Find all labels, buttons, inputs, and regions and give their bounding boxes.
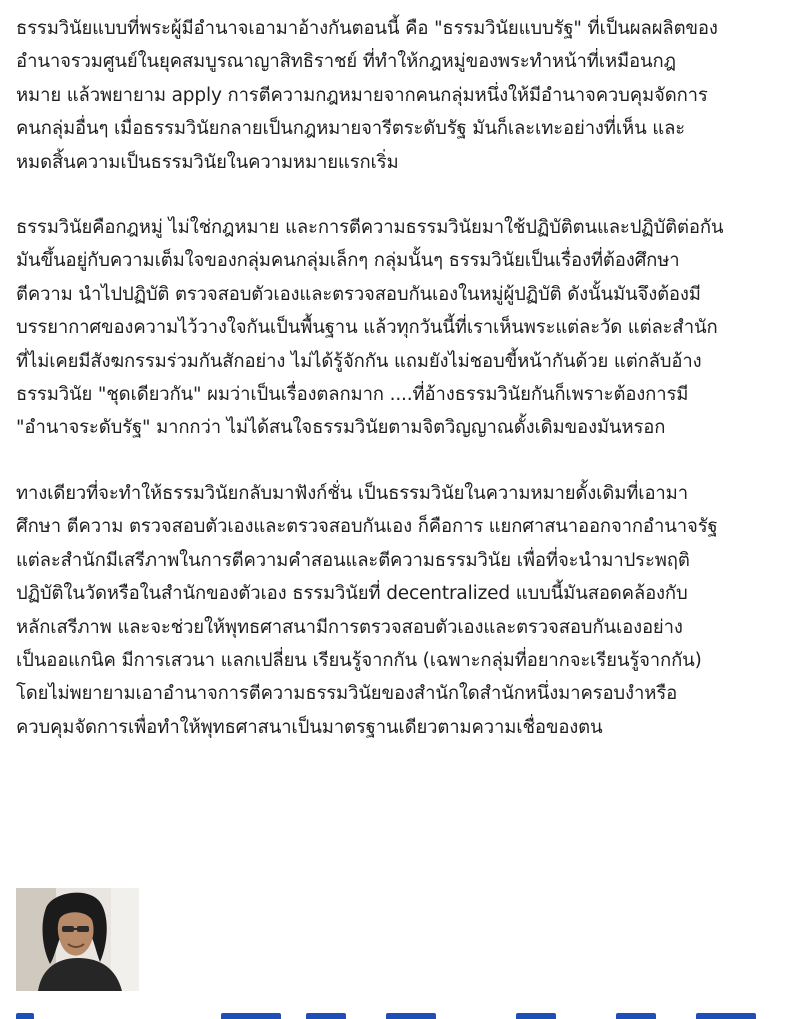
paragraph-line: ทางเดียวที่จะทำให้ธรรมวินัยกลับมาฟังก์ชั่น เป็นธรรมวินัยในความหมายดั้งเดิมที่เอามา	[16, 482, 688, 504]
paragraph-line: ธรรมวินัย "ชุดเดียวกัน" ผมว่าเป็นเรื่องตลกมาก ....ที่อ้างธรรมวินัยกันก็เพราะต้องการมี	[16, 384, 689, 406]
paragraph-line: บรรยากาศของความไว้วางใจกันเป็นพื้นฐาน แล้วทุกวันนี้ที่เราเห็นพระแต่ละวัด แต่ละสำนัก	[16, 317, 718, 339]
paragraph-2	[16, 211, 794, 445]
article-body	[16, 12, 794, 776]
paragraph-line: ศึกษา ตีความ ตรวจสอบตัวเองและตรวจสอบกันเอง ก็คือการ แยกศาสนาออกจากอำนาจรัฐ	[16, 516, 718, 538]
paragraph-line: คนกลุ่มอื่นๆ เมื่อธรรมวินัยกลายเป็นกฎหมายจารีตระดับรัฐ มันก็เละเทะอย่างที่เห็น และ	[16, 118, 686, 140]
paragraph-3	[16, 477, 794, 744]
paragraph-line: หลักเสรีภาพ และจะช่วยให้พุทธศาสนามีการตรวจสอบตัวเองและตรวจสอบกันเองอย่าง	[16, 616, 683, 638]
paragraph-line: หมาย แล้วพยายาม apply การตีความกฎหมายจากคนกลุ่มหนึ่งให้มีอำนาจควบคุมจัดการ	[16, 84, 708, 106]
author-avatar[interactable]	[16, 888, 139, 991]
paragraph-line: อำนาจรวมศูนย์ในยุคสมบูรณาญาสิทธิราชย์ ที่ทำให้กฎหมู่ของพระทำหน้าที่เหมือนกฎ	[16, 51, 676, 73]
paragraph-1	[16, 12, 794, 179]
paragraph-line: ตีความ นำไปปฏิบัติ ตรวจสอบตัวเองและตรวจสอบกันเองในหมู่ผู้ปฏิบัติ ดังนั้นมันจึงต้องมี	[16, 283, 701, 305]
link-fragment	[221, 1013, 281, 1019]
author-portrait-icon	[16, 888, 139, 991]
link-fragment	[516, 1013, 556, 1019]
paragraph-line: ปฏิบัติในวัดหรือในสำนักของตัวเอง ธรรมวินัยที่ decentralized แบบนี้มันสอดคล้องกับ	[16, 583, 688, 605]
paragraph-line: แต่ละสำนักมีเสรีภาพในการตีความคำสอนและตีความธรรมวินัย เพื่อที่จะนำมาประพฤติ	[16, 549, 690, 571]
paragraph-line: "อำนาจระดับรัฐ" มากกว่า ไม่ได้สนใจธรรมวินัยตามจิตวิญญาณดั้งเดิมของมันหรอก	[16, 417, 666, 439]
paragraph-line: ธรรมวินัยคือกฎหมู่ ไม่ใช่กฎหมาย และการตีความธรรมวินัยมาใช้ปฏิบัติตนและปฏิบัติต่อกัน	[16, 217, 724, 239]
cut-off-link-row	[16, 1011, 796, 1019]
paragraph-line: ที่ไม่เคยมีสังฆกรรมร่วมกันสักอย่าง ไม่ได้รู้จักกัน แถมยังไม่ชอบขี้หน้ากันด้วย แต่กลับอ้าง	[16, 350, 702, 372]
link-fragment	[306, 1013, 346, 1019]
link-fragment	[616, 1013, 656, 1019]
paragraph-line: ธรรมวินัยแบบที่พระผู้มีอำนาจเอามาอ้างกันตอนนี้ คือ "ธรรมวินัยแบบรัฐ" ที่เป็นผลผลิตของ	[16, 18, 718, 39]
link-fragment	[696, 1013, 756, 1019]
paragraph-line: มันขึ้นอยู่กับความเต็มใจของกลุ่มคนกลุ่มเล็กๆ กลุ่มนั้นๆ ธรรมวินัยเป็นเรื่องที่ต้องศึกษา	[16, 250, 680, 272]
paragraph-line: ควบคุมจัดการเพื่อทำให้พุทธศาสนาเป็นมาตรฐานเดียวตามความเชื่อของตน	[16, 716, 603, 738]
paragraph-line: หมดสิ้นความเป็นธรรมวินัยในความหมายแรกเริ่ม	[16, 151, 399, 173]
paragraph-line: โดยไม่พยายามเอาอำนาจการตีความธรรมวินัยของสำนักใดสำนักหนึ่งมาครอบงำหรือ	[16, 683, 678, 705]
link-fragment	[386, 1013, 436, 1019]
paragraph-line: เป็นออแกนิค มีการเสวนา แลกเปลี่ยน เรียนรู้จากกัน (เฉพาะกลุ่มที่อยากจะเรียนรู้จากกัน)	[16, 649, 702, 671]
link-fragment	[16, 1013, 34, 1019]
